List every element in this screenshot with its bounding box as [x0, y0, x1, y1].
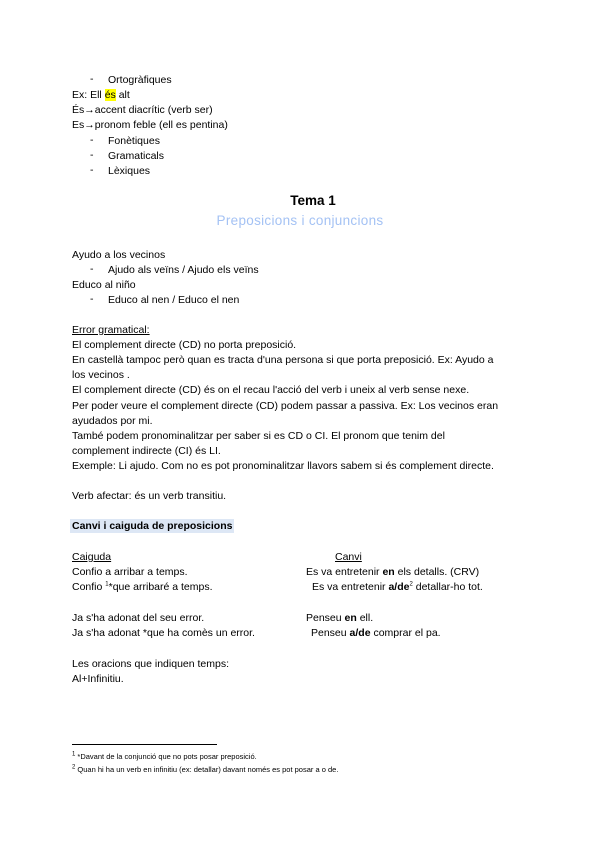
footnote-ref[interactable]: 1 [105, 581, 109, 588]
error-line: los vecinos . [72, 369, 130, 381]
canvi-preposition: a/de [349, 627, 371, 639]
list-dash: - [90, 293, 94, 305]
list-item-gramaticals: Gramaticals [108, 150, 165, 162]
page-title: Tema 1 [290, 193, 336, 208]
accent-note: És→accent diacrític (verb ser) [72, 104, 213, 116]
pronoun-note: Es→pronom feble (ell es pentina) [72, 119, 228, 131]
page-subtitle: Preposicions i conjuncions [216, 213, 384, 228]
footnote-number: 2 [72, 764, 76, 771]
canvi-text: ell. [356, 612, 374, 624]
caiguda-text: *que arribaré a temps. [108, 581, 213, 593]
canvi-text: Penseu [306, 612, 345, 624]
canvi-example [306, 565, 479, 579]
column-header-canvi: Canvi [335, 551, 362, 563]
error-line: El complement directe (CD) és on el recau l'acció del verb i uneix al verb sense nexe. [72, 384, 470, 396]
canvi-example [311, 626, 441, 640]
list-item-fonetiques: Fonètiques [108, 135, 160, 147]
canvi-preposition: en [344, 612, 357, 624]
caiguda-example: Ja s'ha adonat *que ha comès un error. [72, 627, 255, 639]
example-line [72, 88, 130, 102]
list-dash: - [90, 134, 94, 146]
spanish-example-1: Ayudo a los vecinos [72, 249, 166, 261]
error-line: El complement directe (CD) no porta preposició. [72, 339, 297, 351]
caiguda-example: Confio a arribar a temps. [72, 566, 188, 578]
canvi-example [312, 580, 483, 594]
highlighted-word: és [104, 89, 116, 101]
error-line: També podem pronominalitzar per saber si es CD o CI. El pronom que tenim del [72, 430, 445, 442]
caiguda-text: Confio [72, 581, 106, 593]
footnote-text: *Davant de la conjunció que no pots posar preposició. [75, 752, 257, 761]
caiguda-example: Ja s'ha adonat del seu error. [72, 612, 205, 624]
list-item-ortografiques: Ortogràfiques [108, 74, 172, 86]
example-suffix: alt [115, 89, 130, 101]
error-line: En castellà tampoc però quan es tracta d'una persona si que porta preposició. Ex: Ayudo a [72, 354, 494, 366]
canvi-text: Es va entretenir [306, 566, 383, 578]
canvi-text: detallar-ho tot. [412, 581, 483, 593]
footnote-separator [72, 744, 217, 745]
section-heading: Canvi i caiguda de preposicions [72, 520, 233, 532]
list-dash: - [90, 149, 94, 161]
list-dash: - [90, 164, 94, 176]
list-dash: - [90, 263, 94, 275]
error-heading: Error gramatical: [72, 324, 150, 336]
example-prefix: Ex: Ell [72, 89, 105, 101]
footnote-number: 1 [72, 751, 76, 758]
caiguda-example [72, 580, 213, 594]
canvi-preposition: a/de [388, 581, 410, 593]
list-dash: - [90, 73, 94, 85]
error-line: Exemple: Li ajudo. Com no es pot pronominalitzar llavors sabem si és complement directe. [72, 460, 494, 472]
footnote-1 [72, 752, 257, 762]
error-line: complement indirecte (CI) és LI. [72, 445, 221, 457]
canvi-text: Penseu [311, 627, 350, 639]
error-line: ayudados por mi. [72, 415, 153, 427]
footnote-ref[interactable]: 2 [409, 581, 413, 588]
canvi-example [306, 611, 373, 625]
catalan-example-1: Ajudo als veïns / Ajudo els veïns [108, 264, 259, 276]
verb-note: Verb afectar: és un verb transitiu. [72, 490, 227, 502]
spanish-example-2: Educo al niño [72, 279, 136, 291]
catalan-example-2: Educo al nen / Educo el nen [108, 294, 240, 306]
temporal-note: Les oracions que indiquen temps: [72, 658, 230, 670]
canvi-preposition: en [382, 566, 395, 578]
footnote-text: Quan hi ha un verb en infinitiu (ex: detallar) davant només es pot posar a o de. [75, 765, 339, 774]
temporal-rule: Al+Infinitiu. [72, 673, 124, 685]
column-header-caiguda: Caiguda [72, 551, 112, 563]
canvi-text: comprar el pa. [370, 627, 441, 639]
error-line: Per poder veure el complement directe (CD) podem passar a passiva. Ex: Los vecinos eran [72, 400, 499, 412]
footnote-2 [72, 765, 338, 775]
canvi-text: els detalls. (CRV) [394, 566, 480, 578]
list-item-lexiques: Lèxiques [108, 165, 151, 177]
canvi-text: Es va entretenir [312, 581, 389, 593]
